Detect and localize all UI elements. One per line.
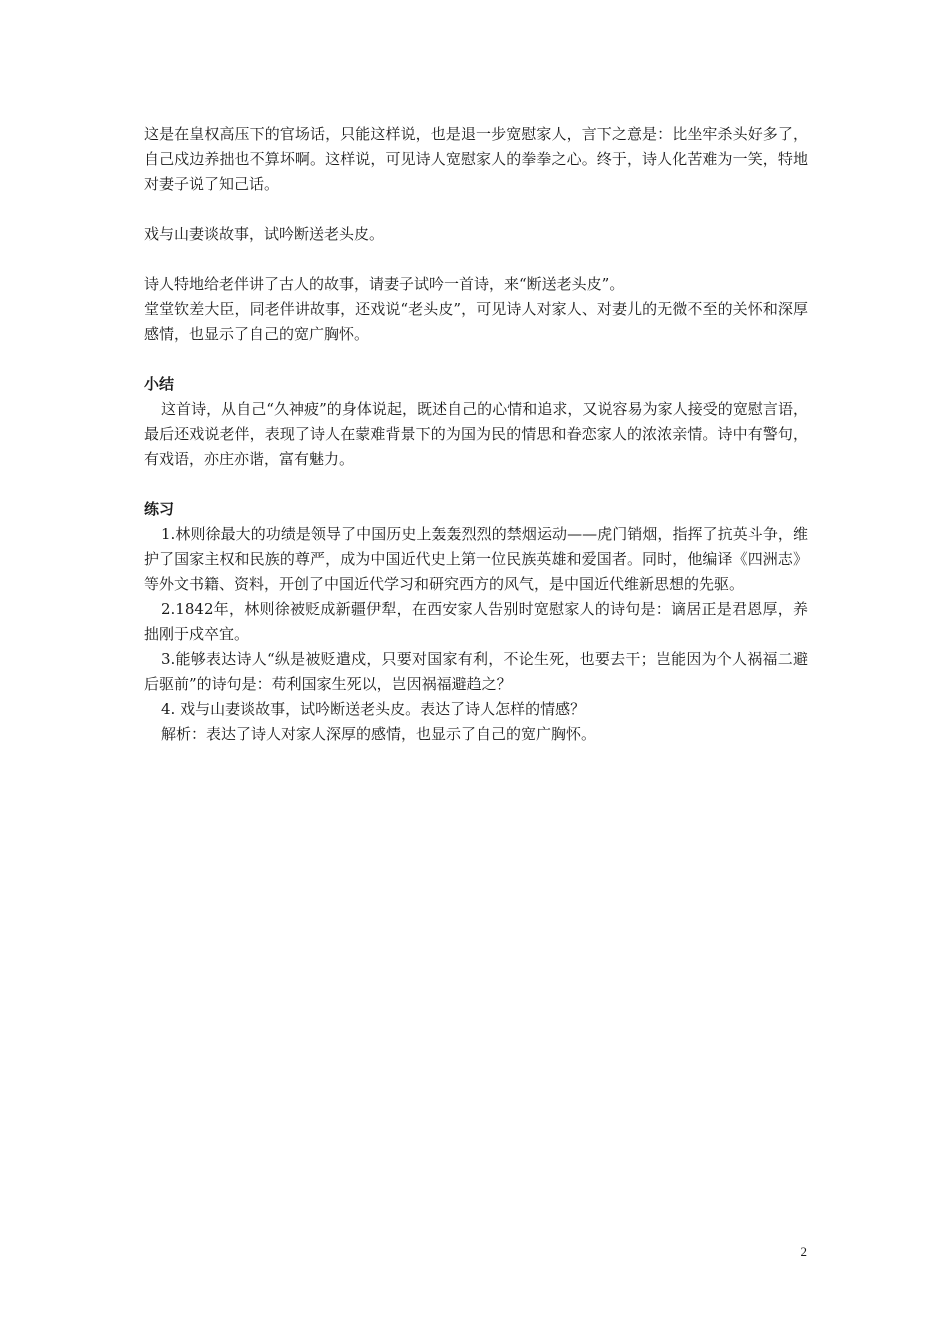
summary-text: 这首诗，从自己“久神疲”的身体说起，既述自己的心情和追求，又说容易为家人接受的宽慰言语，最后还戏说老伴，表现了诗人在蒙难背景下的为国为民的情思和眷恋家人的浓浓亲情。诗中有警句，有戏语，亦庄亦谐，富有魅力。 <box>144 400 808 468</box>
paragraph-story: 诗人特地给老伴讲了古人的故事，请妻子试吟一首诗，来“断送老头皮”。 <box>144 275 625 293</box>
summary-heading: 小结 <box>144 375 175 393</box>
paragraph-feeling: 堂堂钦差大臣，同老伴讲故事，还戏说“老头皮”，可见诗人对家人、对妻儿的无微不至的关怀和深厚感情，也显示了自己的宽广胸怀。 <box>144 300 808 343</box>
exercise-answer: 解析：表达了诗人对家人深厚的感情，也显示了自己的宽广胸怀。 <box>161 725 597 743</box>
poem-line: 戏与山妻谈故事，试吟断送老头皮。 <box>144 225 385 243</box>
spacer <box>144 247 808 272</box>
exercises-heading: 练习 <box>144 500 175 518</box>
spacer <box>144 347 808 372</box>
exercise-item-2: 2.1842年，林则徐被贬成新疆伊犁，在西安家人告别时宽慰家人的诗句是：谪居正是君恩厚，养拙刚于戍卒宜。 <box>144 600 808 643</box>
exercise-item-4: 4. 戏与山妻谈故事，试吟断送老头皮。表达了诗人怎样的情感？ <box>161 700 586 718</box>
paragraph-official-words: 这是在皇权高压下的官场话，只能这样说，也是退一步宽慰家人，言下之意是：比坐牢杀头好多了，自己戍边养拙也不算坏啊。这样说，可见诗人宽慰家人的拳拳之心。终于，诗人化苦难为一笑，特地对妻子说了知己话。 <box>144 125 808 193</box>
exercise-item-3: 3.能够表达诗人“纵是被贬遣戍，只要对国家有利，不论生死，也要去干；岂能因为个人祸福二避后驱前”的诗句是：苟利国家生死以，岂因祸福避趋之？ <box>144 650 808 693</box>
spacer <box>144 197 808 222</box>
page-number: 2 <box>800 1244 807 1259</box>
document-page <box>144 122 808 747</box>
exercise-item-1: 1.林则徐最大的功绩是领导了中国历史上轰轰烈烈的禁烟运动——虎门销烟，指挥了抗英斗争，维护了国家主权和民族的尊严，成为中国近代史上第一位民族英雄和爱国者。同时，他编译《四洲志》等外文书籍、资料，开创了中国近代学习和研究西方的风气，是中国近代维新思想的先驱。 <box>144 525 808 593</box>
spacer <box>144 472 808 497</box>
